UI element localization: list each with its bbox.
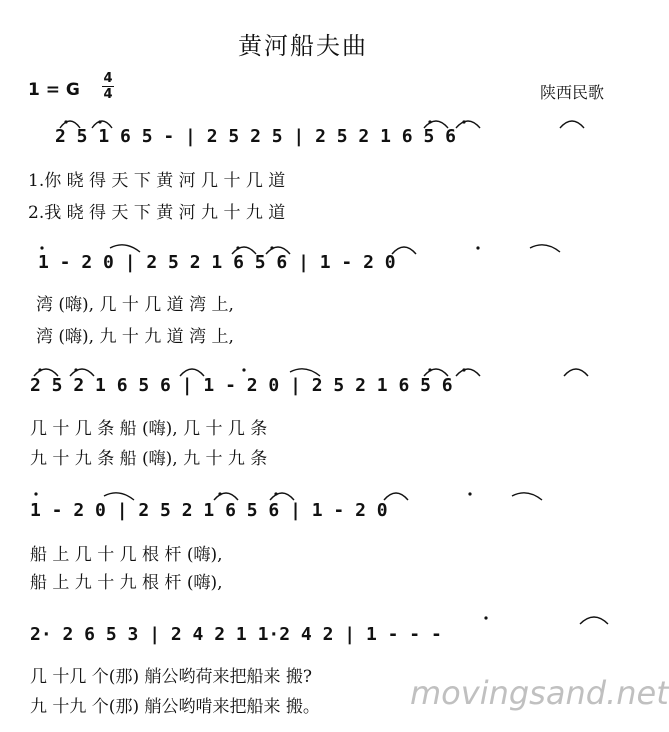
time-signature-top: 4 [103, 71, 113, 86]
lyrics-row-3-verse-1: 几 十 几 条 船 (嗨), 几 十 几 条 [30, 419, 268, 439]
notation-row-3: 2 5 2 1 6 5 6 | 1 - 2 0 | 2 5 2 1 6 5 6 [30, 375, 453, 396]
attribution: 陕西民歌 [540, 83, 605, 102]
notation-row-1: 2 5 1 6 5 - | 2 5 2 5 | 2 5 2 1 6 5 6 [55, 126, 456, 147]
lyrics-row-2-verse-1: 湾 (嗨), 几 十 几 道 湾 上, [36, 295, 234, 315]
notation-row-5: 2· 2 6 5 3 | 2 4 2 1 1·2 4 2 | 1 - - - [30, 624, 442, 645]
lyrics-row-5-verse-1: 几 十几 个(那) 艄公哟荷来把船来 搬? [30, 667, 312, 687]
lyrics-row-4-verse-1: 船 上 几 十 几 根 杆 (嗨), [30, 545, 223, 565]
key-signature: 1 = G [28, 80, 80, 100]
lyrics-row-1-verse-2: 2.我 晓 得 天 下 黄 河 九 十 九 道 [28, 203, 286, 223]
time-signature [102, 72, 114, 101]
lyrics-row-4-verse-2: 船 上 九 十 九 根 杆 (嗨), [30, 573, 223, 593]
lyrics-row-3-verse-2: 九 十 九 条 船 (嗨), 九 十 九 条 [30, 449, 268, 469]
lyrics-row-2-verse-2: 湾 (嗨), 九 十 九 道 湾 上, [36, 327, 234, 347]
notation-row-4: 1 - 2 0 | 2 5 2 1 6 5 6 | 1 - 2 0 [30, 500, 388, 521]
lyrics-row-1-verse-1: 1.你 晓 得 天 下 黄 河 几 十 几 道 [28, 171, 286, 191]
time-signature-bottom: 4 [103, 87, 113, 102]
lyrics-row-5-verse-2: 九 十九 个(那) 艄公哟啃来把船来 搬。 [30, 697, 320, 717]
song-title: 黄河船夫曲 [238, 32, 368, 60]
notation-row-2: 1 - 2 0 | 2 5 2 1 6 5 6 | 1 - 2 0 [38, 252, 396, 273]
watermark: movingsand.net [410, 674, 669, 712]
